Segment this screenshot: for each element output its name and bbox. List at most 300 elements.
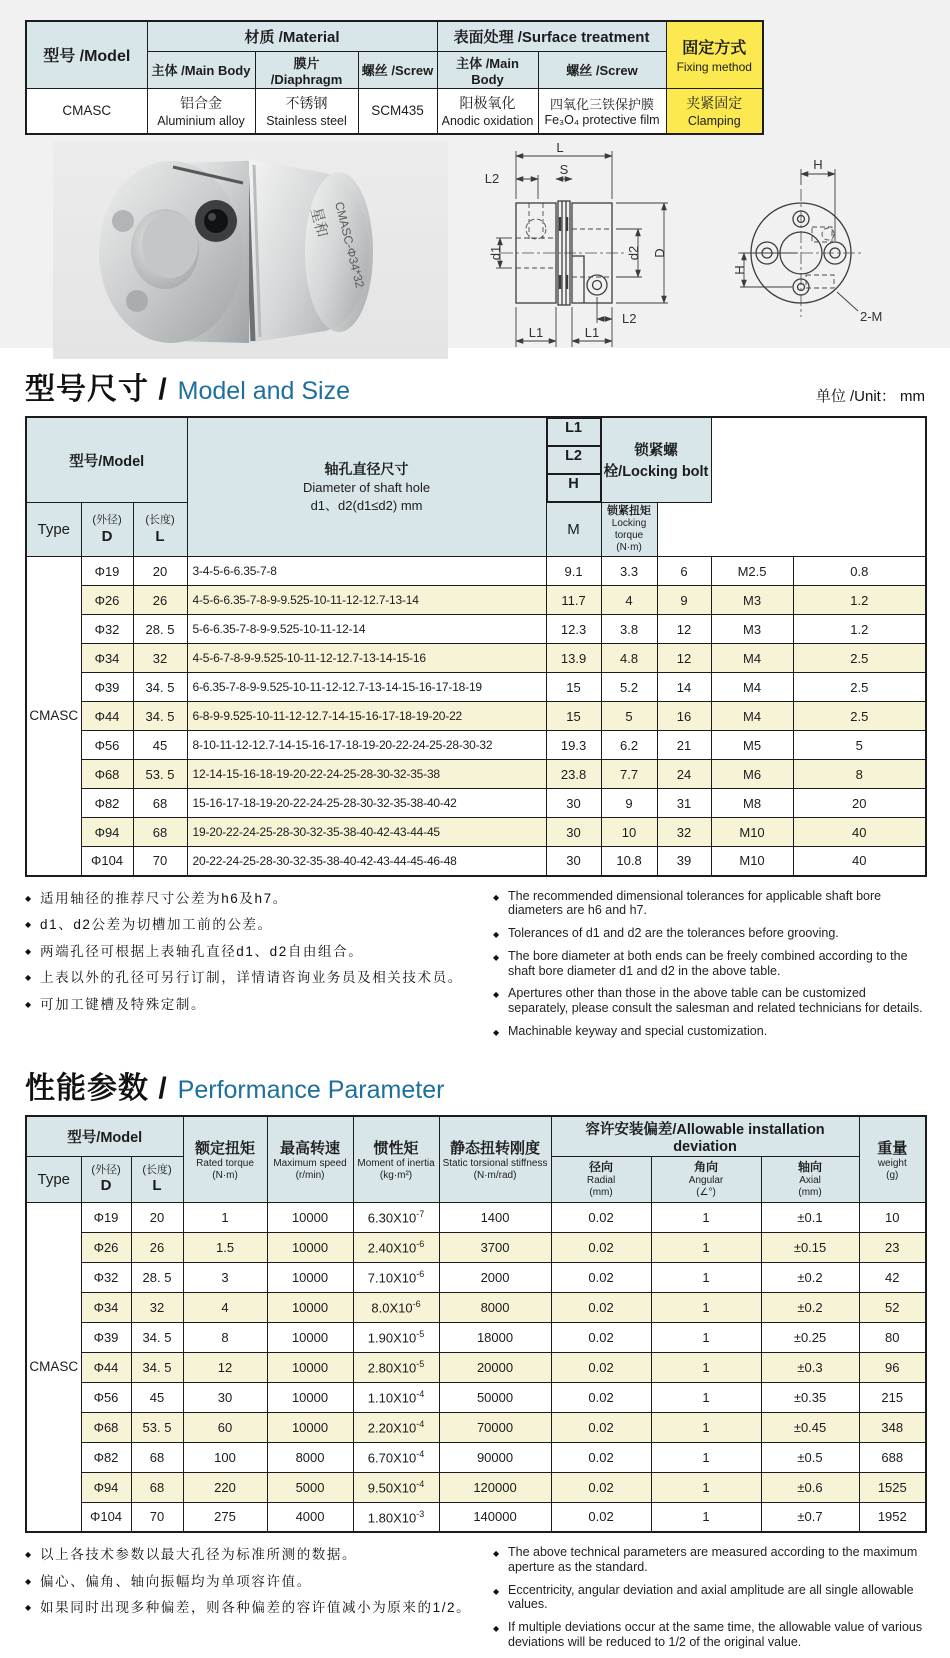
- cell-speed: 10000: [267, 1322, 353, 1352]
- cell-inertia: $1.90X10^{-5}$: [353, 1322, 439, 1352]
- cell-holes: 19-20-22-24-25-28-30-32-35-38-40-42-43-44-45: [187, 818, 546, 847]
- spec-model-value: CMASC: [26, 88, 147, 134]
- cell-h: 21: [657, 731, 711, 760]
- spec-screw-value: SCM435: [358, 88, 437, 134]
- performance-notes: [0, 1533, 950, 1658]
- cell-inertia: $1.80X10^{-3}$: [353, 1502, 439, 1532]
- cell-radial: 0.02: [551, 1472, 651, 1502]
- cell-torque: 12: [183, 1352, 267, 1382]
- cell-m: M4: [711, 673, 793, 702]
- cell-speed: 4000: [267, 1502, 353, 1532]
- cell-l: 32: [131, 1292, 183, 1322]
- performance-row: [26, 1262, 926, 1292]
- cell-angular: 1: [651, 1202, 761, 1232]
- spec-surface-group: 表面处理 /Surface treatment: [437, 21, 666, 51]
- cell-torque: 60: [183, 1412, 267, 1442]
- top-gray-band: [0, 0, 950, 348]
- cell-l: 20: [131, 1202, 183, 1232]
- type-value-cell: CMASC: [26, 557, 81, 876]
- cell-l: 34. 5: [131, 1352, 183, 1382]
- cell-l: 20: [133, 557, 187, 586]
- cell-torque: 4: [183, 1292, 267, 1322]
- section-title-zh: 型号尺寸 /: [25, 373, 168, 406]
- cell-torque: 30: [183, 1382, 267, 1412]
- cell-d: Φ26: [81, 1232, 131, 1262]
- cell-axial: ±0.45: [761, 1412, 859, 1442]
- cell-holes: 12-14-15-16-18-19-20-22-24-25-28-30-32-35-38: [187, 760, 546, 789]
- cell-inertia: $6.30X10^{-7}$: [353, 1202, 439, 1232]
- cell-l1: 30: [546, 789, 601, 818]
- note-item: ◆ The recommended dimensional tolerances for applicable shaft bore diameters are h6 and h7.: [493, 889, 925, 919]
- performance-row: [26, 1382, 926, 1412]
- performance-row: [26, 1232, 926, 1262]
- note-item: ◆ 适用轴径的推荐尺寸公差为h6及h7。: [25, 889, 493, 909]
- cell-l2: 4: [601, 586, 657, 615]
- cell-stiffness: 2000: [439, 1262, 551, 1292]
- performance-row: [26, 1352, 926, 1382]
- notes-en-list: [493, 889, 925, 1039]
- cell-m: M2.5: [711, 557, 793, 586]
- cell-torque: 40: [793, 818, 926, 847]
- performance-row: [26, 1202, 926, 1232]
- cell-torque: 100: [183, 1442, 267, 1472]
- cell-d: Φ56: [81, 1382, 131, 1412]
- performance-row: [26, 1292, 926, 1322]
- cell-l: 34. 5: [133, 702, 187, 731]
- h-header: H: [547, 474, 601, 502]
- cell-l: 28. 5: [131, 1262, 183, 1292]
- max-speed-header: 最高转速 Maximum speed (r/min): [267, 1116, 353, 1203]
- cell-torque: 1.5: [183, 1232, 267, 1262]
- photo-model-engraving: CMASC-Φ34*32: [332, 200, 368, 290]
- note-item: ◆ 上表以外的孔径可另行订制，详情请咨询业务员及相关技术员。: [25, 968, 493, 988]
- note-item: ◆ 如果同时出现多种偏差，则各种偏差的容许值减小为原来的1/2。: [25, 1598, 493, 1618]
- cell-l2: 9: [601, 789, 657, 818]
- model-size-row: [26, 702, 926, 731]
- cell-speed: 5000: [267, 1472, 353, 1502]
- cell-weight: 23: [859, 1232, 926, 1262]
- cell-angular: 1: [651, 1292, 761, 1322]
- dim-L2-top: L2: [484, 171, 500, 186]
- dim-H-left: H: [732, 265, 747, 275]
- cell-l2: 10.8: [601, 847, 657, 876]
- cell-axial: ±0.1: [761, 1202, 859, 1232]
- performance-title: [25, 1063, 925, 1107]
- cell-m: M4: [711, 644, 793, 673]
- bolt-hole: [112, 210, 134, 232]
- cell-l2: 3.3: [601, 557, 657, 586]
- cell-l: 34. 5: [133, 673, 187, 702]
- cell-d: Φ34: [81, 644, 133, 673]
- cell-angular: 1: [651, 1262, 761, 1292]
- cell-l: 26: [131, 1232, 183, 1262]
- performance-row: [26, 1502, 926, 1532]
- note-item: ◆ 以上各技术参数以最大孔径为标准所测的数据。: [25, 1545, 493, 1565]
- cell-weight: 1525: [859, 1472, 926, 1502]
- dim-d2: d2: [626, 245, 641, 261]
- cell-h: 9: [657, 586, 711, 615]
- notes-zh-list: [25, 889, 493, 1015]
- cell-weight: 96: [859, 1352, 926, 1382]
- spec-main-body-value: 铝合金 Aluminium alloy: [147, 88, 255, 134]
- cell-l: 68: [131, 1442, 183, 1472]
- section-title-en: Performance Parameter: [177, 1075, 445, 1104]
- model-size-notes: [0, 877, 950, 1047]
- model-group-header: 型号/Model: [26, 417, 187, 503]
- weight-header: 重量 weight (g): [859, 1116, 926, 1203]
- cell-h: 39: [657, 847, 711, 876]
- cell-h: 16: [657, 702, 711, 731]
- spec-surface-main-value: 阳极氧化 Anodic oxidation: [437, 88, 538, 134]
- cell-h: 24: [657, 760, 711, 789]
- cell-speed: 10000: [267, 1412, 353, 1442]
- radial-header: 径向 Radial (mm): [551, 1156, 651, 1202]
- cell-speed: 10000: [267, 1262, 353, 1292]
- cell-axial: ±0.3: [761, 1352, 859, 1382]
- cell-torque: 1.2: [793, 586, 926, 615]
- performance-table: [25, 1115, 927, 1534]
- cell-h: 12: [657, 615, 711, 644]
- cell-m: M3: [711, 615, 793, 644]
- type-header: Type: [26, 503, 81, 557]
- inertia-header: 惯性矩 Moment of inertia (kg·m²): [353, 1116, 439, 1203]
- cell-radial: 0.02: [551, 1502, 651, 1532]
- cell-inertia: $2.40X10^{-6}$: [353, 1232, 439, 1262]
- cell-h: 14: [657, 673, 711, 702]
- cell-torque: 2.5: [793, 702, 926, 731]
- fixing-method-zh: 固定方式: [682, 39, 747, 57]
- cell-l: 53. 5: [133, 760, 187, 789]
- cell-radial: 0.02: [551, 1412, 651, 1442]
- cell-torque: 275: [183, 1502, 267, 1532]
- cell-holes: 4-5-6-7-8-9-9.525-10-11-12-12.7-13-14-15-16: [187, 644, 546, 673]
- cell-stiffness: 18000: [439, 1322, 551, 1352]
- cell-m: M6: [711, 760, 793, 789]
- cell-radial: 0.02: [551, 1382, 651, 1412]
- cell-radial: 0.02: [551, 1322, 651, 1352]
- model-size-row: [26, 644, 926, 673]
- cell-stiffness: 50000: [439, 1382, 551, 1412]
- spec-sub-main-body2: 主体 /Main Body: [437, 51, 538, 88]
- cell-weight: 688: [859, 1442, 926, 1472]
- cell-d: Φ32: [81, 1262, 131, 1292]
- note-item: ◆ 可加工键槽及特殊定制。: [25, 995, 493, 1015]
- spec-material-group: 材质 /Material: [147, 21, 437, 51]
- spec-fixing-header: [666, 21, 763, 88]
- cell-torque: 0.8: [793, 557, 926, 586]
- cell-holes: 5-6-6.35-7-8-9-9.525-10-11-12-14: [187, 615, 546, 644]
- cell-torque: 1.2: [793, 615, 926, 644]
- d-header: (外径) D: [81, 503, 133, 557]
- cell-l2: 3.8: [601, 615, 657, 644]
- cell-m: M10: [711, 847, 793, 876]
- performance-row: [26, 1412, 926, 1442]
- cell-torque: 220: [183, 1472, 267, 1502]
- cell-h: 12: [657, 644, 711, 673]
- type-header: Type: [26, 1156, 81, 1202]
- cell-weight: 348: [859, 1412, 926, 1442]
- cell-d: Φ44: [81, 1352, 131, 1382]
- cell-holes: 6-6.35-7-8-9-9.525-10-11-12-12.7-13-14-15-16-17-18-19: [187, 673, 546, 702]
- cell-l: 26: [133, 586, 187, 615]
- cell-inertia: $9.50X10^{-4}$: [353, 1472, 439, 1502]
- note-item: ◆ 偏心、偏角、轴向振幅均为单项容许值。: [25, 1572, 493, 1592]
- side-view-screw: [587, 275, 607, 295]
- model-size-row: [26, 557, 926, 586]
- cell-l2: 5: [601, 702, 657, 731]
- stiffness-header: 静态扭转刚度 Static torsional stiffness (N·m/rad): [439, 1116, 551, 1203]
- spec-sub-main-body: 主体 /Main Body: [147, 51, 255, 88]
- note-item: ◆ Apertures other than those in the above table can be customized separately, please consult the salesman and related technicians for details.: [493, 986, 925, 1016]
- cell-l1: 15: [546, 702, 601, 731]
- cell-angular: 1: [651, 1442, 761, 1472]
- cell-speed: 10000: [267, 1292, 353, 1322]
- dim-2M: 2-M: [860, 309, 883, 324]
- spec-diaphragm-value: 不锈钢 Stainless steel: [255, 88, 358, 134]
- cell-l: 68: [133, 818, 187, 847]
- cell-stiffness: 8000: [439, 1292, 551, 1322]
- l-header: (长度) L: [131, 1156, 183, 1202]
- cell-axial: ±0.2: [761, 1292, 859, 1322]
- cell-angular: 1: [651, 1382, 761, 1412]
- cell-stiffness: 20000: [439, 1352, 551, 1382]
- dim-H-top: H: [813, 157, 823, 172]
- cell-d: Φ68: [81, 1412, 131, 1442]
- spec-surface-screw-value: 四氧化三铁保护膜 Fe₃O₄ protective film: [538, 88, 666, 134]
- cell-radial: 0.02: [551, 1202, 651, 1232]
- cell-l: 45: [131, 1382, 183, 1412]
- cell-l1: 30: [546, 847, 601, 876]
- section-title-en: Model and Size: [177, 377, 350, 405]
- cell-h: 32: [657, 818, 711, 847]
- cell-torque: 8: [183, 1322, 267, 1352]
- model-size-title: [25, 364, 925, 408]
- cell-l: 70: [133, 847, 187, 876]
- cell-axial: ±0.35: [761, 1382, 859, 1412]
- cell-d: Φ34: [81, 1292, 131, 1322]
- note-item: ◆ Machinable keyway and special customization.: [493, 1024, 925, 1039]
- cell-l1: 23.8: [546, 760, 601, 789]
- m-header: M: [546, 503, 601, 557]
- cell-l1: 9.1: [546, 557, 601, 586]
- angular-header: 角向 Angular (∠°): [651, 1156, 761, 1202]
- cell-l2: 4.8: [601, 644, 657, 673]
- cell-speed: 8000: [267, 1442, 353, 1472]
- cell-d: Φ94: [81, 818, 133, 847]
- note-item: ◆ d1、d2公差为切槽加工前的公差。: [25, 915, 493, 935]
- cell-l1: 30: [546, 818, 601, 847]
- cell-axial: ±0.6: [761, 1472, 859, 1502]
- notes-zh-list: [25, 1545, 493, 1618]
- cell-d: Φ56: [81, 731, 133, 760]
- note-item: ◆ The above technical parameters are measured according to the maximum aperture as the standard.: [493, 1545, 925, 1575]
- dim-L2-bottom: L2: [622, 311, 637, 326]
- cell-l: 32: [133, 644, 187, 673]
- bolt-hole: [126, 290, 148, 312]
- cell-l1: 13.9: [546, 644, 601, 673]
- model-size-row: [26, 789, 926, 818]
- cell-l: 68: [131, 1472, 183, 1502]
- cell-d: Φ19: [81, 1202, 131, 1232]
- cell-weight: 1952: [859, 1502, 926, 1532]
- note-item: ◆ If multiple deviations occur at the same time, the allowable value of various deviations will be reduced to 1/2 of the original value.: [493, 1620, 925, 1650]
- cell-axial: ±0.15: [761, 1232, 859, 1262]
- model-size-row: [26, 586, 926, 615]
- cell-d: Φ19: [81, 557, 133, 586]
- performance-row: [26, 1472, 926, 1502]
- cell-inertia: $8.0X10^{-6}$: [353, 1292, 439, 1322]
- cell-m: M10: [711, 818, 793, 847]
- dim-D: D: [652, 248, 667, 258]
- cell-weight: 10: [859, 1202, 926, 1232]
- cell-holes: 4-5-6-6.35-7-8-9-9.525-10-11-12-12.7-13-14: [187, 586, 546, 615]
- axial-header: 轴向 Axial (mm): [761, 1156, 859, 1202]
- cell-torque: 1: [183, 1202, 267, 1232]
- cell-holes: 15-16-17-18-19-20-22-24-25-28-30-32-35-38-40-42: [187, 789, 546, 818]
- cell-m: M4: [711, 702, 793, 731]
- unit-label: 单位 /Unit： mm: [815, 388, 925, 405]
- cell-h: 31: [657, 789, 711, 818]
- spec-table: [25, 20, 764, 135]
- cell-d: Φ82: [81, 789, 133, 818]
- cell-d: Φ68: [81, 760, 133, 789]
- cell-d: Φ44: [81, 702, 133, 731]
- note-item: ◆ The bore diameter at both ends can be freely combined according to the shaft bore diameter d1 and d2 in the above table.: [493, 949, 925, 979]
- cell-weight: 52: [859, 1292, 926, 1322]
- cell-inertia: $2.80X10^{-5}$: [353, 1352, 439, 1382]
- cell-l2: 5.2: [601, 673, 657, 702]
- cell-l1: 15: [546, 673, 601, 702]
- spec-fixing-value: 夹紧固定 Clamping: [666, 88, 763, 134]
- model-size-row: [26, 818, 926, 847]
- cell-stiffness: 1400: [439, 1202, 551, 1232]
- cell-l1: 12.3: [546, 615, 601, 644]
- cell-l2: 6.2: [601, 731, 657, 760]
- cell-radial: 0.02: [551, 1352, 651, 1382]
- cell-axial: ±0.2: [761, 1262, 859, 1292]
- model-size-table: [25, 416, 927, 877]
- section-title-zh: 性能参数 /: [25, 1071, 168, 1105]
- dim-L1-right: L1: [584, 325, 600, 340]
- cell-m: M3: [711, 586, 793, 615]
- model-size-row: [26, 673, 926, 702]
- cell-d: Φ39: [81, 673, 133, 702]
- cell-d: Φ104: [81, 1502, 131, 1532]
- cell-stiffness: 3700: [439, 1232, 551, 1262]
- cell-inertia: $6.70X10^{-4}$: [353, 1442, 439, 1472]
- dim-L: L: [556, 141, 564, 155]
- cell-d: Φ32: [81, 615, 133, 644]
- cell-l: 34. 5: [131, 1322, 183, 1352]
- cell-torque: 2.5: [793, 673, 926, 702]
- technical-drawing: [456, 141, 950, 363]
- cell-speed: 10000: [267, 1202, 353, 1232]
- cell-stiffness: 120000: [439, 1472, 551, 1502]
- cell-axial: ±0.5: [761, 1442, 859, 1472]
- type-value-cell: CMASC: [26, 1202, 81, 1532]
- cell-d: Φ94: [81, 1472, 131, 1502]
- note-item: ◆ Eccentricity, angular deviation and axial amplitude are all single allowable values.: [493, 1583, 925, 1613]
- rated-torque-header: 额定扭矩 Rated torque (N·m): [183, 1116, 267, 1203]
- cell-angular: 1: [651, 1502, 761, 1532]
- cell-speed: 10000: [267, 1382, 353, 1412]
- spec-sub-screw2: 螺丝 /Screw: [538, 51, 666, 88]
- model-size-row: [26, 615, 926, 644]
- model-group-header: 型号/Model: [26, 1116, 183, 1157]
- cell-l2: 7.7: [601, 760, 657, 789]
- coupling-front-hub: [99, 161, 249, 343]
- cell-weight: 80: [859, 1322, 926, 1352]
- performance-row: [26, 1442, 926, 1472]
- model-size-row: [26, 731, 926, 760]
- fixing-method-en: Fixing method: [676, 59, 752, 74]
- cell-angular: 1: [651, 1412, 761, 1442]
- locking-bolt-header: 锁紧螺栓/Locking bolt: [601, 417, 711, 503]
- cell-torque: 8: [793, 760, 926, 789]
- cell-d: Φ82: [81, 1442, 131, 1472]
- l-header: (长度) L: [133, 503, 187, 557]
- cell-speed: 10000: [267, 1352, 353, 1382]
- cell-axial: ±0.25: [761, 1322, 859, 1352]
- cell-weight: 42: [859, 1262, 926, 1292]
- cell-h: 6: [657, 557, 711, 586]
- cell-torque: 5: [793, 731, 926, 760]
- cell-radial: 0.02: [551, 1442, 651, 1472]
- cell-holes: 6-8-9-9.525-10-11-12-12.7-14-15-16-17-18-19-20-22: [187, 702, 546, 731]
- cell-l2: 10: [601, 818, 657, 847]
- cell-torque: 20: [793, 789, 926, 818]
- cell-d: Φ26: [81, 586, 133, 615]
- cell-d: Φ39: [81, 1322, 131, 1352]
- spec-sub-diaphragm: 膜片 /Diaphragm: [255, 51, 358, 88]
- note-item: ◆ 两端孔径可根据上表轴孔直径d1、d2自由组合。: [25, 942, 493, 962]
- note-item: ◆ Tolerances of d1 and d2 are the tolerances before grooving.: [493, 926, 925, 941]
- deviation-group-header: 容许安装偏差/Allowable installation deviation: [551, 1116, 859, 1157]
- cell-speed: 10000: [267, 1232, 353, 1262]
- cell-m: M5: [711, 731, 793, 760]
- cell-inertia: $2.20X10^{-4}$: [353, 1412, 439, 1442]
- dim-S: S: [559, 162, 569, 177]
- cell-angular: 1: [651, 1322, 761, 1352]
- cell-angular: 1: [651, 1352, 761, 1382]
- product-photo: [53, 141, 448, 359]
- photo-brand-engraving: 星和: [307, 205, 331, 240]
- model-size-row: [26, 760, 926, 789]
- cell-holes: 8-10-11-12-12.7-14-15-16-17-18-19-20-22-24-25-28-30-32: [187, 731, 546, 760]
- spec-model-group: 型号 /Model: [26, 21, 147, 88]
- cell-stiffness: 70000: [439, 1412, 551, 1442]
- cell-l: 53. 5: [131, 1412, 183, 1442]
- cell-inertia: $7.10X10^{-6}$: [353, 1262, 439, 1292]
- dim-d1: d1: [488, 245, 503, 261]
- cell-angular: 1: [651, 1232, 761, 1262]
- cell-l: 68: [133, 789, 187, 818]
- cell-l1: 11.7: [546, 586, 601, 615]
- d-header: (外径) D: [81, 1156, 131, 1202]
- cell-torque: 2.5: [793, 644, 926, 673]
- cell-l: 28. 5: [133, 615, 187, 644]
- cell-angular: 1: [651, 1472, 761, 1502]
- cell-l: 70: [131, 1502, 183, 1532]
- cell-weight: 215: [859, 1382, 926, 1412]
- cell-inertia: $1.10X10^{-4}$: [353, 1382, 439, 1412]
- performance-row: [26, 1322, 926, 1352]
- cell-holes: 20-22-24-25-28-30-32-35-38-40-42-43-44-45-46-48: [187, 847, 546, 876]
- cell-torque: 40: [793, 847, 926, 876]
- cell-radial: 0.02: [551, 1232, 651, 1262]
- cell-d: Φ104: [81, 847, 133, 876]
- cell-axial: ±0.7: [761, 1502, 859, 1532]
